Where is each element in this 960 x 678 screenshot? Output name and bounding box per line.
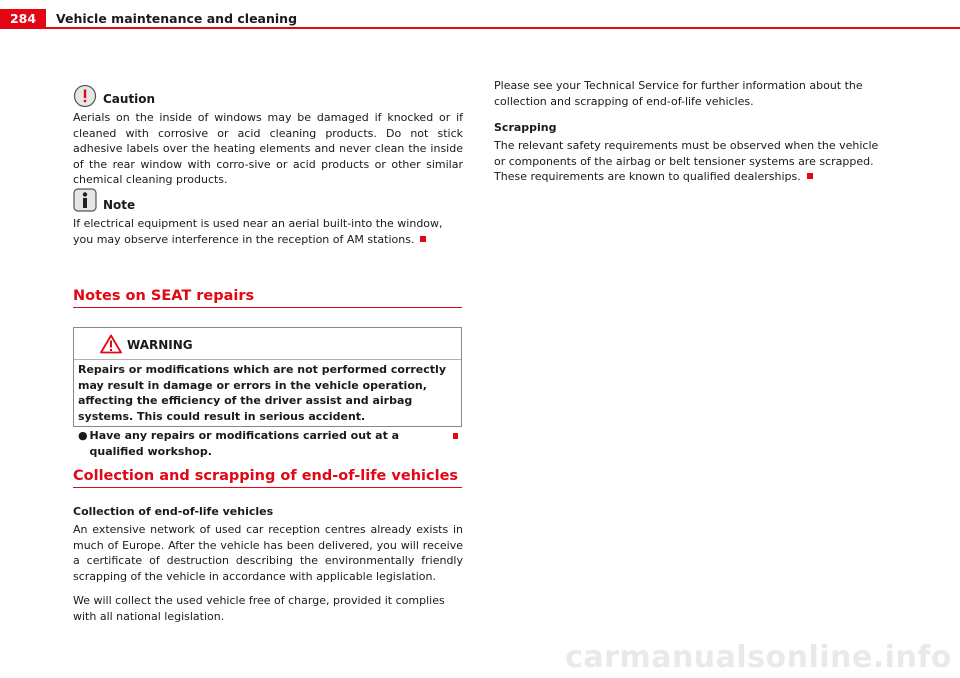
collection-paragraph-2: We will collect the used vehicle free of charge, provided it complies with all national legislation.: [73, 594, 445, 623]
header-rule: [0, 27, 960, 29]
warning-bullet-item: [78, 428, 458, 459]
warning-triangle-icon: [100, 334, 122, 354]
collection-subheading: Collection of end-of-life vehicles: [73, 505, 274, 518]
caution-icon: [73, 84, 97, 108]
note-label: Note: [103, 198, 136, 212]
note-text: [73, 216, 463, 247]
collection-heading: Collection and scrapping of end-of-life vehicles: [73, 468, 459, 484]
note-text-body: If electrical equipment is used near an aerial built-into the window, you may observe interference in the reception of AM stations.: [73, 217, 443, 246]
footer-watermark: carmanualsonline.info: [565, 640, 952, 675]
collection-heading-rule: [73, 487, 462, 488]
repairs-heading: Notes on SEAT repairs: [73, 288, 255, 304]
running-header-title: Vehicle maintenance and cleaning: [56, 11, 298, 26]
scrapping-text: [494, 138, 884, 185]
warning-label: WARNING: [127, 338, 193, 352]
end-marker-icon: [453, 433, 458, 439]
caution-text: Aerials on the inside of windows may be damaged if knocked or if cleaned with corrosive or acid cleaning products. Do not stick adhesive labels over the heating elements and never clean the inside of the rear window with corro-sive or acid products or other similar chemical cleaning products.: [73, 111, 463, 186]
warning-text: Repairs or modifications which are not performed correctly may result in damage or errors in the vehicle operation, affecting the efficiency of the driver assist and airbag systems. This could result in serious accident.: [78, 363, 446, 423]
end-marker-icon: [420, 236, 426, 242]
caution-label: Caution: [103, 92, 156, 106]
bullet-icon: ●: [78, 429, 88, 442]
page-number: 284: [0, 9, 46, 28]
end-marker-icon: [807, 173, 813, 179]
right-paragraph-1: Please see your Technical Service for further information about the collection and scrapping of end-of-life vehicles.: [494, 79, 863, 108]
note-icon: [73, 188, 97, 212]
repairs-heading-rule: [73, 307, 462, 308]
warning-body: [78, 362, 458, 459]
warning-box: [73, 327, 462, 458]
warning-bullet-text: Have any repairs or modifications carried out at a qualified workshop.: [89, 429, 400, 458]
warning-header: [74, 328, 461, 360]
collection-paragraph-1: An extensive network of used car reception centres already exists in much of Europe. After the vehicle has been delivered, you will receive a certificate of destruction describing the environmentally friendly scrapping of the vehicle in accordance with applicable legislation.: [73, 523, 463, 583]
scrapping-text-body: The relevant safety requirements must be observed when the vehicle or components of the airbag or belt tensioner systems are scrapped. These requirements are known to qualified dealerships.: [494, 139, 879, 183]
scrapping-heading: Scrapping: [494, 121, 557, 134]
